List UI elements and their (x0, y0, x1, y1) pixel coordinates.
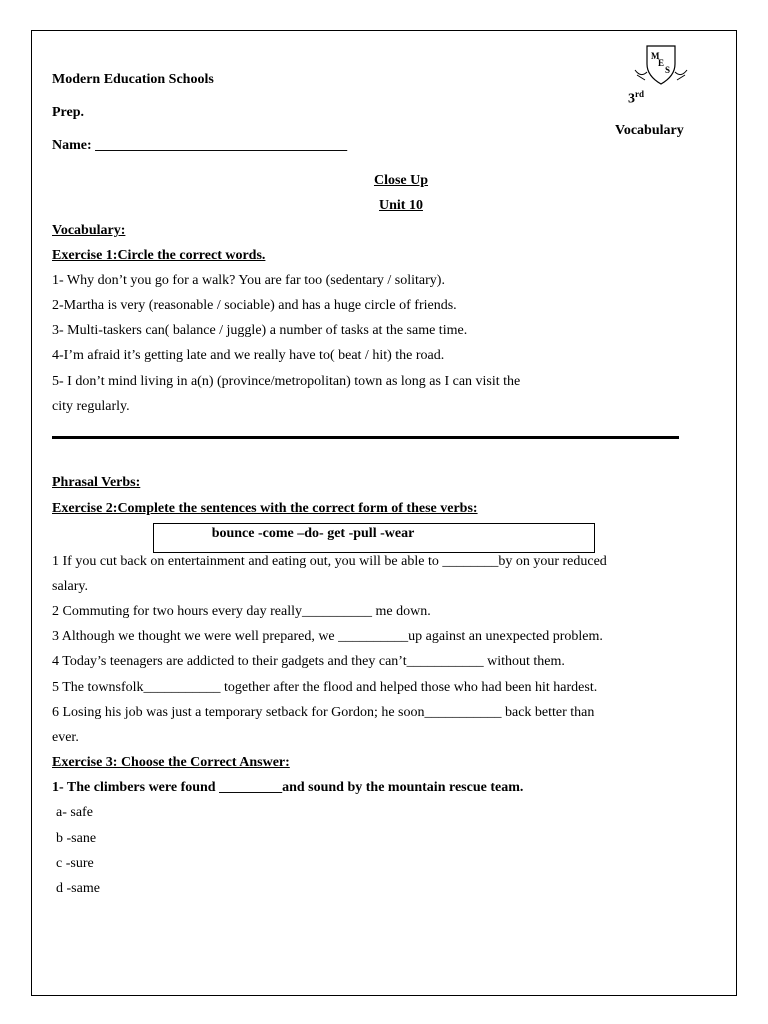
vocab-item-3: 3- Multi-taskers can( balance / juggle) a number of tasks at the same time. (52, 323, 468, 338)
school-shield-logo (633, 42, 689, 88)
section-divider (52, 436, 679, 439)
phrasal-item-3: 3 Although we thought we were well prepared, we __________up against an unexpected problem. (52, 629, 603, 644)
unit-title: Unit 10 (379, 198, 423, 213)
subject-label: Vocabulary (615, 123, 684, 138)
book-title: Close Up (373, 173, 429, 188)
phrasal-item-4: 4 Today’s teenagers are addicted to their gadgets and they can’t___________ without them. (52, 654, 565, 669)
grade-suffix: rd (635, 89, 644, 99)
phrasal-item-6-cont: ever. (52, 730, 79, 745)
mc-option-c: c -sure (56, 856, 94, 871)
phrasal-item-1: 1 If you cut back on entertainment and eating out, you will be able to ________by on your reduced (52, 554, 607, 569)
vocab-item-1: 1- Why don’t you go for a walk? You are far too (sedentary / solitary). (52, 273, 445, 288)
phrasal-item-1-cont: salary. (52, 579, 89, 594)
grade-number: 3 (628, 91, 635, 107)
phrasal-item-5: 5 The townsfolk___________ together after the flood and helped those who had been hit hardest. (52, 680, 598, 695)
school-name: Modern Education Schools (52, 72, 214, 87)
vocab-item-5-cont: city regularly. (52, 399, 130, 414)
mc-question-1: 1- The climbers were found _________and sound by the mountain rescue team. (52, 780, 524, 795)
logo-letter-e: E (658, 58, 665, 68)
grade-label (628, 90, 644, 107)
exercise-3-title: Exercise 3: Choose the Correct Answer: (52, 755, 290, 770)
phrasal-heading: Phrasal Verbs: (52, 475, 141, 490)
vocab-item-5: 5- I don’t mind living in a(n) (province/metropolitan) town as long as I can visit the (52, 374, 521, 389)
name-field: Name: ____________________________________ (52, 138, 348, 153)
logo-letter-s: S (665, 65, 671, 75)
vocab-item-4: 4-I’m afraid it’s getting late and we really have to( beat / hit) the road. (52, 348, 445, 363)
verb-list: bounce -come –do- get -pull -wear (211, 526, 415, 541)
mc-option-b: b -sane (56, 831, 97, 846)
exercise-2-title: Exercise 2:Complete the sentences with the correct form of these verbs: (52, 501, 478, 516)
prep-label: Prep. (52, 105, 85, 120)
mc-option-a: a- safe (56, 805, 93, 820)
phrasal-item-2: 2 Commuting for two hours every day really__________ me down. (52, 604, 431, 619)
logo-letter-m: M (651, 51, 660, 61)
phrasal-item-6: 6 Losing his job was just a temporary setback for Gordon; he soon___________ back better than (52, 705, 595, 720)
exercise-1-title: Exercise 1:Circle the correct words. (52, 248, 266, 263)
vocab-item-2: 2-Martha is very (reasonable / sociable) and has a huge circle of friends. (52, 298, 457, 313)
vocab-heading: Vocabulary: (52, 223, 126, 238)
mc-option-d: d -same (56, 881, 100, 896)
